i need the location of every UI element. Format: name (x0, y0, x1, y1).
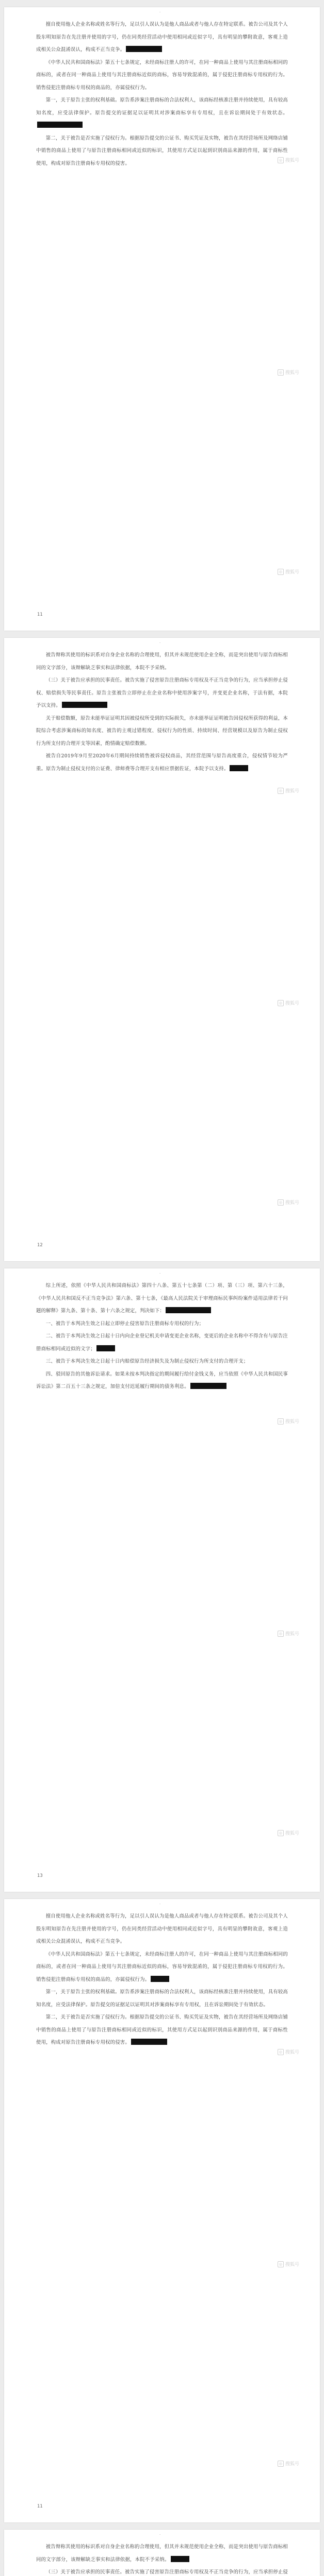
paragraph (36, 19, 288, 57)
redaction-bar (62, 702, 107, 708)
paragraph (36, 2541, 288, 2566)
paragraph-text: 被告辩称其使用的标识系对自身企业名称的合理使用，但其并未规范使用企业全称，而是突出使用与原告商标相同的文字部分，该辩解缺乏事实和法律依据，本院不予采纳。 (36, 2544, 288, 2563)
watermark (278, 2460, 299, 2467)
paragraph-text: 综上所述，依照《中华人民共和国商标法》第四十八条、第五十七条第（二）项、第（三）项、第六十三条，《中华人民共和国反不正当竞争法》第六条、第十七条，《最高人民法院关于审理商标民事纠纷案件适用法律若干问题的解释》第九条、第十条、第十六条之规定，判决如下： (36, 1283, 288, 1314)
watermark-text: 搜狐号 (285, 789, 299, 794)
paragraph (36, 1318, 288, 1331)
watermark-text: 搜狐号 (285, 1419, 299, 1425)
watermark-text: 搜狐号 (285, 1200, 299, 1206)
paragraph (36, 1280, 288, 1318)
document-page (4, 638, 320, 1261)
paragraph (36, 1910, 288, 1948)
watermark (278, 1199, 299, 1206)
paragraph (36, 750, 288, 775)
redaction-bar (171, 2556, 189, 2562)
watermark-text: 搜狐号 (285, 370, 299, 376)
watermark-text: 搜狐号 (285, 1632, 299, 1637)
sohu-logo-icon: ◎ (278, 569, 284, 575)
sohu-logo-icon: ◎ (278, 2049, 284, 2055)
sohu-logo-icon: ◎ (278, 1199, 284, 1206)
paragraph (36, 713, 288, 751)
watermark (278, 369, 299, 376)
watermark-text: 搜狐号 (285, 1001, 299, 1006)
redaction-bar (131, 2039, 167, 2045)
document-page (4, 1899, 320, 2522)
paragraph (36, 674, 288, 713)
paragraph-text: （三）关于被告应承担的民事责任。被告实施了侵害原告注册商标专用权及不正当竞争的行为，应当承担停止侵权、赔偿损失等民事责任。原告主张被告立即停止在企业名称中使用涉案字号，并变更企业名称，于法有据，本院予以支持。 (36, 677, 288, 708)
document-page (4, 7, 320, 631)
watermark (278, 1829, 299, 1836)
page-top-mark: · (159, 2533, 161, 2537)
paragraph-text: 《中华人民共和国商标法》第五十七条规定，未经商标注册人的许可，在同一种商品上使用与其注册商标相同的商标的，或者在同一种商品上使用与其注册商标近似的商标，容易导致混淆的，属于侵犯注册商标专用权的行为。销售侵犯注册商标专用权的商品的，亦属侵权行为。 (36, 1951, 288, 1982)
paragraph-text: 擅自使用他人企业名称或姓名等行为，足以引人误认为是他人商品或者与他人存在特定联系。被告公司及其个人股东明知原告在先注册并使用的字号，仍在同类经营活动中使用相同或近似字号，具有明显的攀附故意，客观上造成相关公众混淆误认，构成不正当竞争。 (36, 1913, 288, 1944)
paragraph (36, 132, 288, 171)
redaction-bar (126, 46, 162, 52)
paragraph (36, 1330, 288, 1355)
watermark-text: 搜狐号 (285, 2050, 299, 2055)
sohu-logo-icon: ◎ (278, 1418, 284, 1425)
page-top-mark: · (159, 1272, 161, 1276)
watermark (278, 2261, 299, 2267)
sohu-logo-icon: ◎ (278, 1830, 284, 1836)
sohu-logo-icon: ◎ (278, 369, 284, 376)
paragraph-text: 被告自2019年9月至2020年6月期间持续销售被诉侵权商品，其经营范围与原告高度重合，侵权情节较为严重。原告为制止侵权支付的公证费、律师费等合理开支有相应票据佐证，本院予以支持。 (36, 753, 288, 772)
watermark (278, 787, 299, 794)
page-number: 13 (37, 1873, 43, 1878)
redaction-bar (37, 122, 83, 128)
paragraph (36, 57, 288, 95)
page-top-mark: · (159, 1902, 161, 1906)
redaction-bar (190, 1383, 226, 1389)
paragraph-text: 被告辩称其使用的标识系对自身企业名称的合理使用，但其并未规范使用企业全称，而是突出使用与原告商标相同的文字部分，该辩解缺乏事实和法律依据，本院不予采纳。 (36, 652, 288, 671)
paragraph (36, 1948, 288, 1987)
watermark-text: 搜狐号 (285, 570, 299, 575)
redaction-bar (230, 765, 248, 771)
page-top-mark: · (159, 10, 161, 14)
page-top-mark: · (159, 641, 161, 645)
paragraph-text: 四、驳回原告的其他诉讼请求。如果未按本判决指定的期间履行给付金钱义务，应当依照《中华人民共和国民事诉讼法》第二百五十三条之规定，加倍支付迟延履行期间的债务利息。 (36, 1371, 288, 1389)
watermark-text: 搜狐号 (285, 1831, 299, 1836)
document-page (4, 2530, 320, 2576)
paragraph-text: 第二，关于被告是否实施了侵权行为。根据原告提交的公证书、购买凭证及实物，被告在其经营场所及网络店铺中销售的商品上使用了与原告注册商标相同或近似的标识，其使用方式足以起到识别商品来源的作用，属于商标性使用，构成对原告注册商标专用权的侵害。 (36, 135, 288, 166)
watermark (278, 568, 299, 575)
watermark-text: 搜狐号 (285, 2462, 299, 2467)
paragraph-text: （三）关于被告应承担的民事责任。被告实施了侵害原告注册商标专用权及不正当竞争的行为，应当承担停止侵 (45, 2569, 288, 2575)
watermark-text: 搜狐号 (285, 158, 299, 163)
redaction-bar (151, 1976, 169, 1982)
watermark (278, 2048, 299, 2055)
paragraph (36, 2011, 288, 2049)
sohu-logo-icon: ◎ (278, 2261, 284, 2267)
sohu-logo-icon: ◎ (278, 788, 284, 794)
sohu-logo-icon: ◎ (278, 1000, 284, 1006)
paragraph (36, 649, 288, 674)
paragraph-text: 一、被告于本判决生效之日起立即停止侵害原告注册商标专用权的行为； (45, 1320, 204, 1327)
paragraph (36, 1368, 288, 1394)
paragraph-text: 关于赔偿数额，原告未能举证证明其因被侵权所受到的实际损失，亦未能举证证明被告因侵权所获得的利益，本院综合考虑涉案商标的知名度、被告的主观过错程度、侵权行为的性质、持续时间、经营规模以及原告为制止侵权行为所支付的合理开支等因素，酌情确定赔偿数额。 (36, 715, 288, 747)
paragraph (36, 1355, 288, 1368)
paragraph-text: 二、被告于本判决生效之日起十日内向企业登记机关申请变更企业名称，变更后的企业名称中不得含有与原告注册商标相同或近似的文字； (36, 1333, 288, 1352)
watermark (278, 157, 299, 163)
sohu-logo-icon: ◎ (278, 1631, 284, 1637)
page-number: 11 (37, 612, 43, 617)
redaction-bar (96, 1345, 115, 1351)
page-number: 12 (37, 1243, 43, 1248)
page-number: 11 (37, 2504, 43, 2509)
sohu-logo-icon: ◎ (278, 157, 284, 163)
paragraph-text: 第二，关于被告是否实施了侵权行为。根据原告提交的公证书、购买凭证及实物，被告在其经营场所及网络店铺中销售的商品上使用了与原告注册商标相同或近似的标识，其使用方式足以起到识别商品来源的作用，属于商标性使用，构成对原告注册商标专用权的侵害。 (36, 2014, 288, 2045)
paragraph-text: 第一，关于原告主张的权利基础。原告系涉案注册商标的合法权利人，该商标经核准注册并持续使用，具有较高知名度，应受法律保护。原告提交的证据足以证明其对涉案商标享有专用权，且在诉讼期间处于有效状态。 (36, 97, 288, 116)
redaction-bar (166, 1307, 211, 1313)
sohu-logo-icon: ◎ (278, 2461, 284, 2467)
paragraph-text: 《中华人民共和国商标法》第五十七条规定，未经商标注册人的许可，在同一种商品上使用与其注册商标相同的商标的，或者在同一种商品上使用与其注册商标近似的商标，容易导致混淆的，属于侵犯注册商标专用权的行为。销售侵犯注册商标专用权的商品的，亦属侵权行为。 (36, 59, 288, 91)
watermark (278, 999, 299, 1006)
paragraph-text: 第一，关于原告主张的权利基础。原告系涉案注册商标的合法权利人，该商标经核准注册并持续使用，具有较高知名度，应受法律保护。原告提交的证据足以证明其对涉案商标享有专用权，且在诉讼期间处于有效状态。 (36, 1989, 288, 2008)
paragraph-text: 三、被告于本判决生效之日起十日内赔偿原告经济损失及为制止侵权行为所支付的合理开支； (45, 1359, 249, 1364)
document-page (4, 1268, 320, 1892)
paragraph (36, 94, 288, 132)
paragraph-text: 擅自使用他人企业名称或姓名等行为，足以引人误认为是他人商品或者与他人存在特定联系。被告公司及其个人股东明知原告在先注册并使用的字号，仍在同类经营活动中使用相同或近似字号，具有明显的攀附故意，客观上造成相关公众混淆误认，构成不正当竞争。 (36, 22, 288, 53)
watermark (278, 1418, 299, 1425)
watermark-text: 搜狐号 (285, 2262, 299, 2267)
paragraph (36, 1986, 288, 2011)
paragraph (36, 2566, 288, 2576)
watermark (278, 1630, 299, 1637)
